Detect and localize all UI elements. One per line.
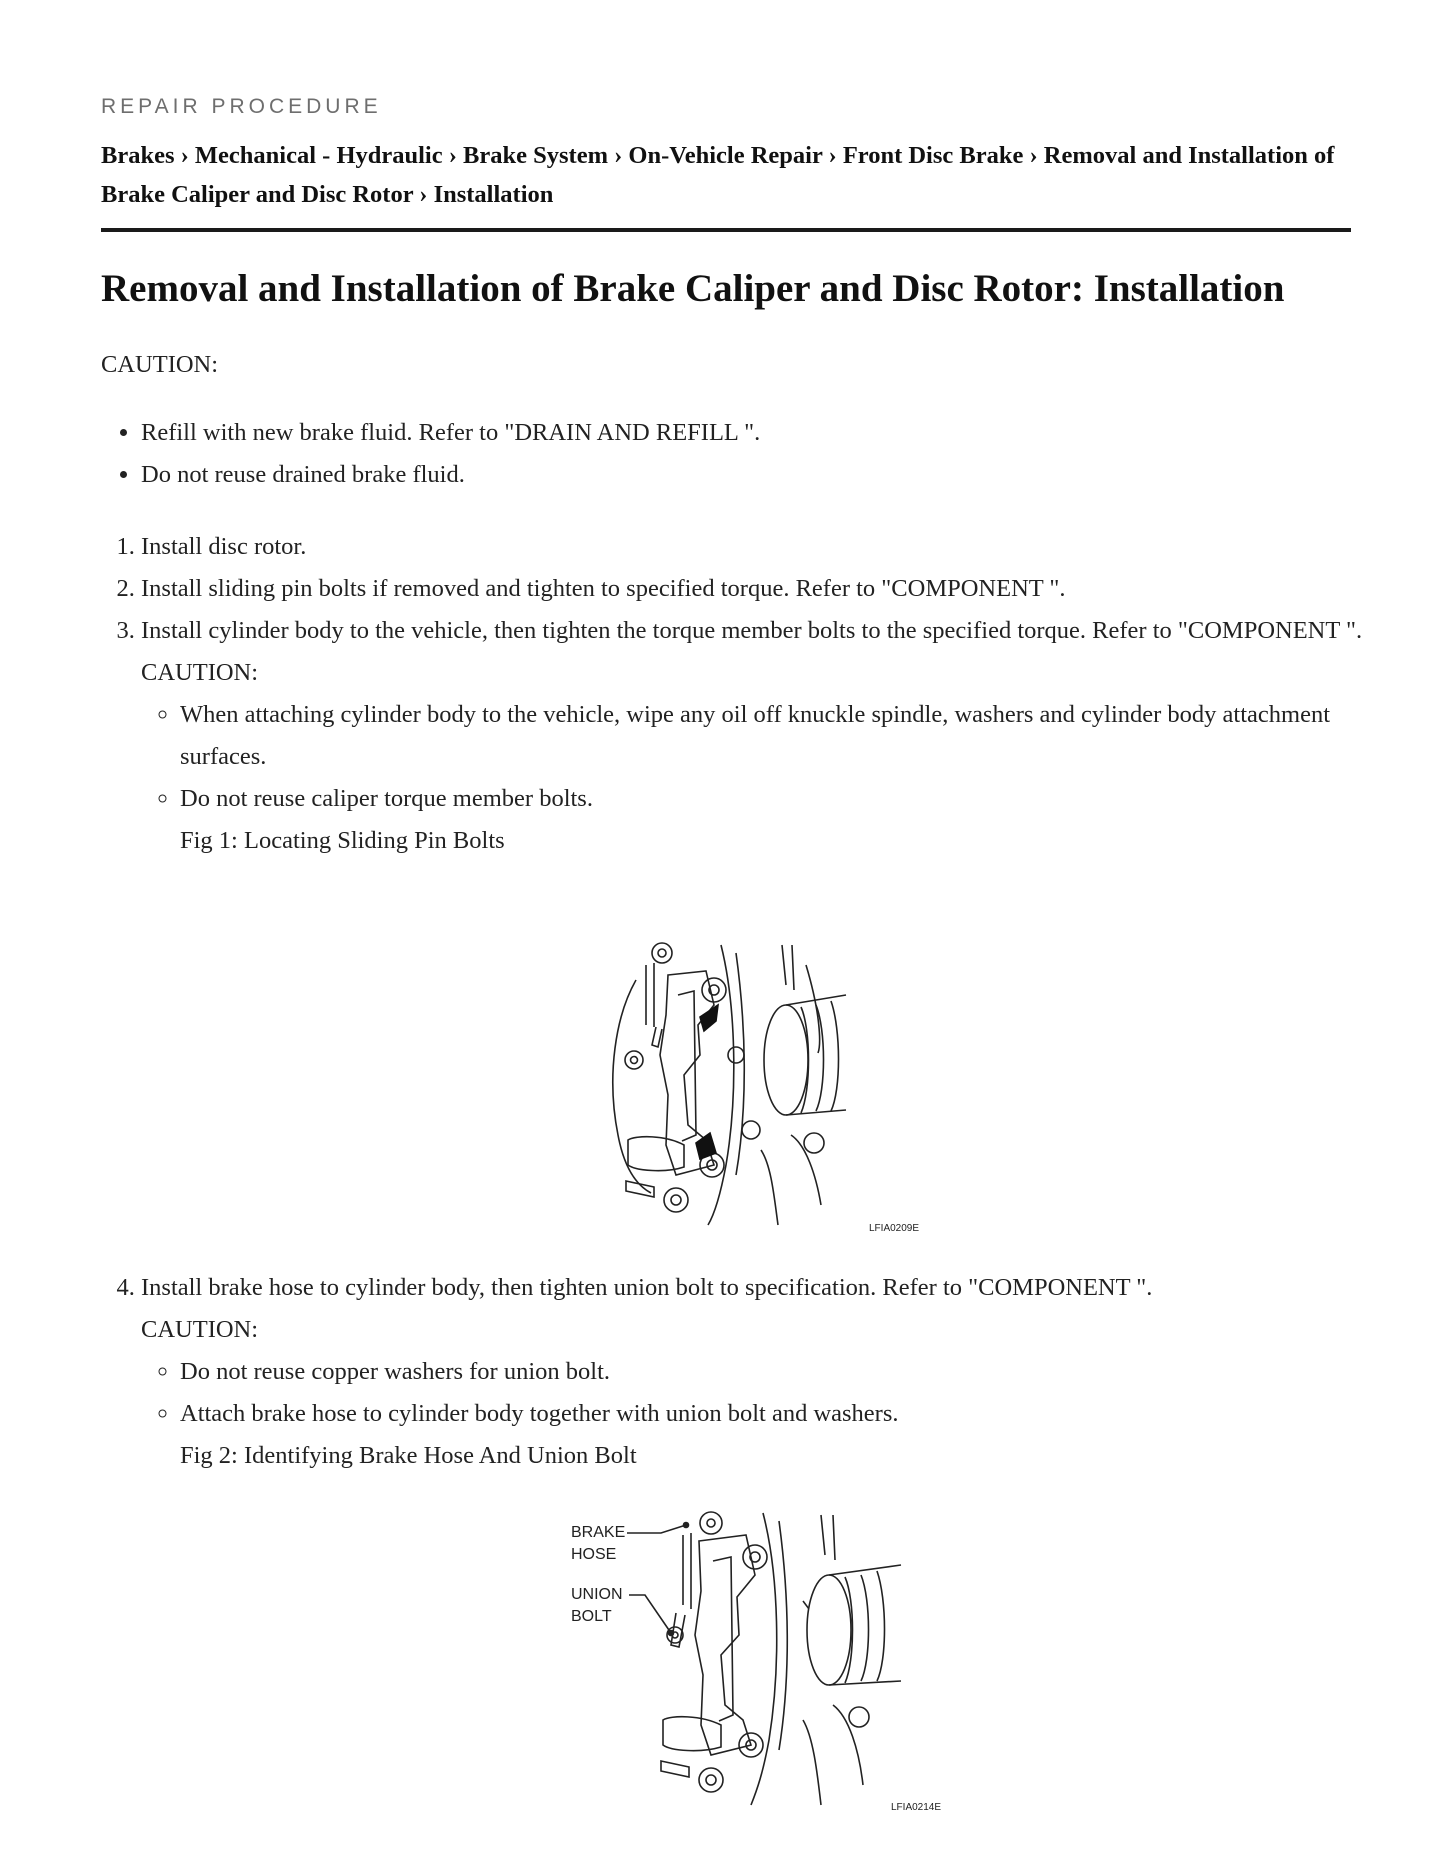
caution-item: • Refill with new brake fluid. Refer to "DRAIN AND REFILL ". — [141, 412, 760, 454]
label-union-bolt-line2: BOLT — [571, 1608, 612, 1625]
breadcrumb — [101, 136, 1351, 214]
step-caution-label: CAUTION: — [141, 1316, 259, 1343]
step-caution-label: CAUTION: — [141, 659, 259, 686]
header-divider — [101, 228, 1351, 232]
figure-caption: Fig 1: Locating Sliding Pin Bolts — [180, 827, 505, 854]
step-caution-item — [180, 778, 1391, 862]
breadcrumb-item-brakes[interactable]: Brakes — [101, 142, 175, 169]
step-item — [141, 526, 1391, 568]
breadcrumb-separator: › — [448, 142, 457, 169]
label-union-bolt-line1: UNION — [571, 1586, 623, 1603]
step-item — [141, 1267, 1391, 1477]
step-text: Install cylinder body to the vehicle, then tighten the torque member bolts to the specified torque. Refer to "COMPONENT ". — [141, 617, 1363, 644]
breadcrumb-item-front-disc-brake[interactable]: Front Disc Brake — [842, 142, 1024, 169]
section-kicker: REPAIR PROCEDURE — [101, 95, 382, 118]
step-caution-item — [180, 1393, 1391, 1477]
step-caution-text: Attach brake hose to cylinder body together with union bolt and washers. — [180, 1400, 899, 1427]
step-text: Install brake hose to cylinder body, then tighten union bolt to specification. Refer to "COMPONENT ". — [141, 1274, 1153, 1301]
step-text: Install disc rotor. — [141, 533, 307, 560]
steps-list — [101, 526, 1391, 862]
breadcrumb-item-on-vehicle-repair[interactable]: On-Vehicle Repair — [628, 142, 823, 169]
figure-caption: Fig 2: Identifying Brake Hose And Union Bolt — [180, 1442, 637, 1469]
breadcrumb-separator: › — [614, 142, 623, 169]
figure-code: LFIA0209E — [869, 1223, 920, 1234]
steps-list-continued — [101, 1267, 1391, 1477]
breadcrumb-item-installation[interactable]: Installation — [433, 181, 554, 208]
breadcrumb-item-removal-installation[interactable]: Removal and Installation of Brake Caliper and Disc Rotor — [101, 142, 1335, 208]
breadcrumb-separator: › — [828, 142, 837, 169]
figure-2-brake-hose-drawing — [571, 1505, 961, 1815]
page-title: Removal and Installation of Brake Caliper and Disc Rotor: Installation — [101, 267, 1285, 310]
step-item — [141, 568, 1391, 610]
caution-label: CAUTION: — [101, 351, 219, 378]
step-text: Install sliding pin bolts if removed and tighten to specified torque. Refer to "COMPONENT ". — [141, 575, 1066, 602]
caution-list — [101, 412, 760, 496]
breadcrumb-separator: › — [1029, 142, 1038, 169]
step-caution-item: ◦ When attaching cylinder body to the vehicle, wipe any oil off knuckle spindle, washers and cylinder body attachment surfaces. — [180, 694, 1391, 778]
breadcrumb-item-mechanical-hydraulic[interactable]: Mechanical - Hydraulic — [194, 142, 443, 169]
step-caution-list — [141, 694, 1391, 862]
step-item — [141, 610, 1391, 862]
step-caution-item: ◦ Do not reuse copper washers for union bolt. — [180, 1351, 1391, 1393]
figure-code: LFIA0214E — [891, 1802, 942, 1813]
step-caution-text: Do not reuse caliper torque member bolts. — [180, 785, 593, 812]
figure-1-caliper-drawing — [596, 935, 941, 1235]
label-brake-hose-line1: BRAKE — [571, 1524, 626, 1541]
label-brake-hose-line2: HOSE — [571, 1546, 617, 1563]
caution-item: • Do not reuse drained brake fluid. — [141, 454, 760, 496]
breadcrumb-item-brake-system[interactable]: Brake System — [463, 142, 608, 169]
step-caution-list — [141, 1351, 1391, 1477]
breadcrumb-separator: › — [180, 142, 189, 169]
breadcrumb-separator: › — [419, 181, 428, 208]
